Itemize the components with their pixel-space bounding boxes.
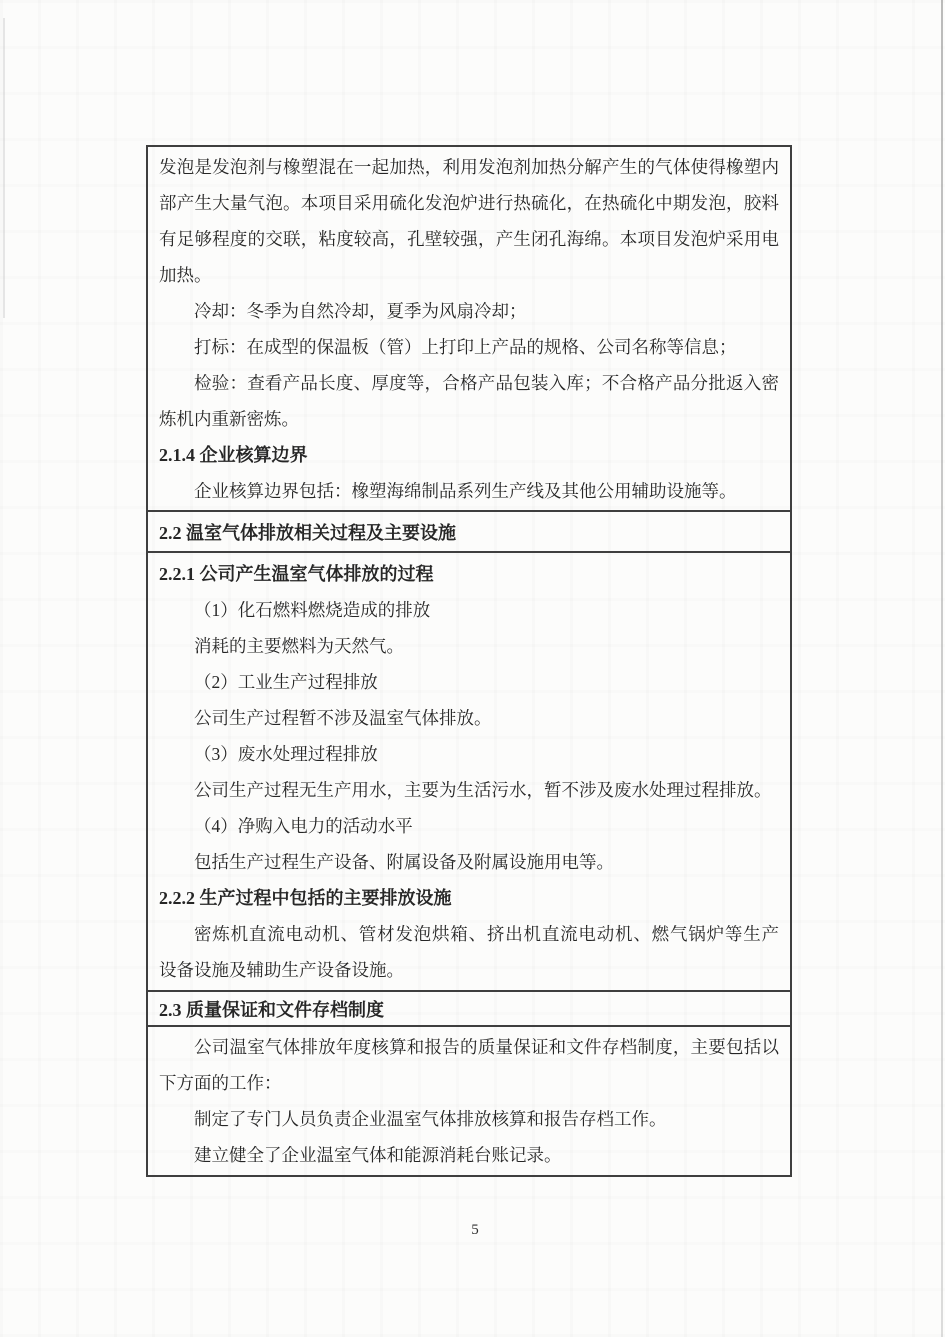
text-line: 部产生大量气泡。本项目采用硫化发泡炉进行热硫化，在热硫化中期发泡，胶料 (159, 193, 779, 213)
text-line: 炼机内重新密炼。 (159, 409, 299, 429)
scan-edge-artifact (941, 0, 943, 1337)
text-line: 下方面的工作： (159, 1073, 282, 1093)
section-2-2-title: 2.2 温室气体排放相关过程及主要设施 (159, 522, 456, 543)
table-row-section-2-2-heading (148, 510, 790, 551)
text-line: 有足够程度的交联，粘度较高，孔壁较强，产生闭孔海绵。本项目发泡炉采用电 (159, 229, 779, 249)
text-line: 冷却：冬季为自然冷却，夏季为风扇冷却； (194, 301, 527, 321)
heading-line: 2.2.1 公司产生温室气体排放的过程 (159, 564, 434, 584)
text-line: 制定了专门人员负责企业温室气体排放核算和报告存档工作。 (194, 1109, 667, 1129)
text-line: 消耗的主要燃料为天然气。 (194, 636, 404, 656)
text-line: 公司温室气体排放年度核算和报告的质量保证和文件存档制度，主要包括以 (194, 1037, 779, 1057)
heading-line: 2.1.4 企业核算边界 (159, 445, 308, 465)
section-2-3-title: 2.3 质量保证和文件存档制度 (159, 999, 384, 1020)
text-line: （2）工业生产过程排放 (194, 672, 378, 692)
table-row-section-2-3-heading (148, 990, 790, 1025)
text-line: 企业核算边界包括：橡塑海绵制品系列生产线及其他公用辅助设施等。 (194, 481, 737, 501)
text-line: 建立健全了企业温室气体和能源消耗台账记录。 (194, 1145, 562, 1165)
table-row-quality-assurance (148, 1025, 790, 1175)
text-line: 密炼机直流电动机、管材发泡烘箱、挤出机直流电动机、燃气锅炉等生产 (194, 924, 779, 944)
text-line: 发泡是发泡剂与橡塑混在一起加热，利用发泡剂加热分解产生的气体使得橡塑内 (159, 157, 779, 177)
heading-line: 2.2.2 生产过程中包括的主要排放设施 (159, 888, 452, 908)
text-line: （1）化石燃料燃烧造成的排放 (194, 600, 431, 620)
text-line: 包括生产过程生产设备、附属设备及附属设施用电等。 (194, 852, 614, 872)
text-line: 打标：在成型的保温板（管）上打印上产品的规格、公司名称等信息； (194, 337, 737, 357)
table-row-emission-processes (148, 551, 790, 990)
scan-streak-artifact (3, 18, 5, 318)
table-row-process-and-boundary (148, 147, 790, 510)
text-line: 检验：查看产品长度、厚度等，合格产品包装入库；不合格产品分批返入密 (194, 373, 779, 393)
text-line: （3）废水处理过程排放 (194, 744, 378, 764)
text-line: 加热。 (159, 265, 212, 285)
text-line: （4）净购入电力的活动水平 (194, 816, 413, 836)
text-line: 公司生产过程暂不涉及温室气体排放。 (194, 708, 492, 728)
text-line: 公司生产过程无生产用水，主要为生活污水，暂不涉及废水处理过程排放。 (194, 780, 772, 800)
text-line: 设备设施及辅助生产设备设施。 (159, 960, 404, 980)
page-number: 5 (471, 1222, 479, 1238)
document-table (146, 145, 792, 1177)
